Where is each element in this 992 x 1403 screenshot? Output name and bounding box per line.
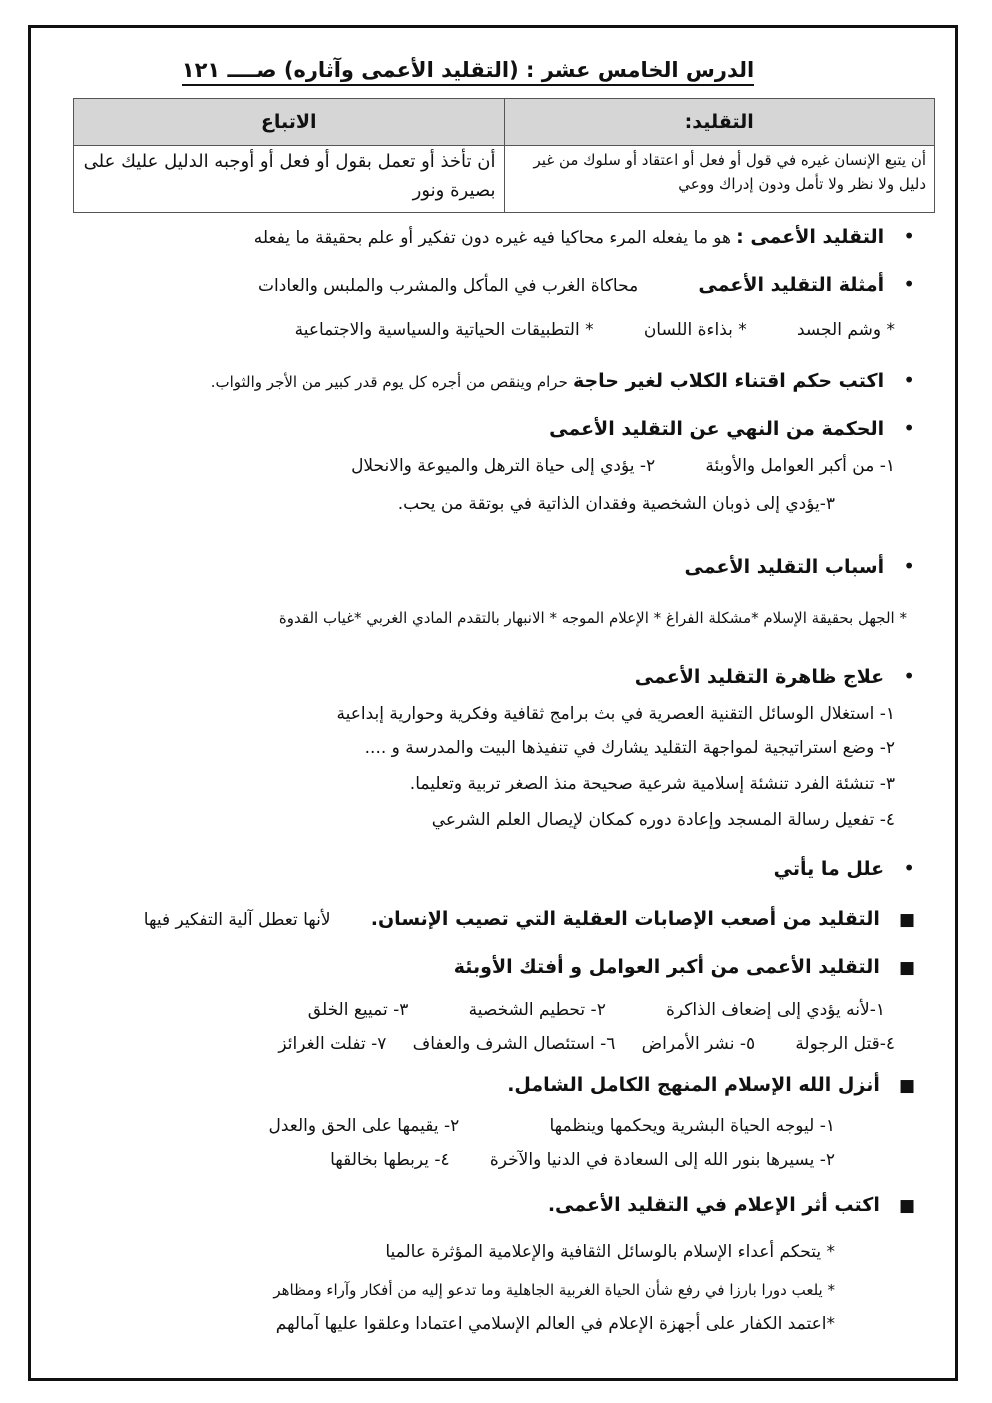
q4-item: * يلعب دورا بارزا في رفع شأن الحياة الغربية الجاهلية وما تدعو إليه من أفكار وآراء ومظاهر: [273, 1281, 835, 1299]
q2-items-line1: [61, 1000, 885, 1020]
taqlid-definition: أن يتبع الإنسان غيره في قول أو فعل أو اعتقاد أو سلوك من غير دليل ولا نظر ولا تأمل ودون إدراك ووعي: [504, 146, 935, 213]
q2-item: ٣- تمييع الخلق: [307, 1000, 409, 1020]
q3-item: ١- ليوجه الحياة البشرية ويحكمها وينظمها: [549, 1116, 835, 1136]
definition-row: [61, 224, 915, 248]
worksheet-content: [31, 28, 955, 1378]
treatment-row: [61, 664, 915, 688]
q2-item: ٦- استئصال الشرف والعفاف: [412, 1034, 616, 1054]
q3-items-line2: [61, 1150, 835, 1170]
example-item: * بذاءة اللسان: [643, 320, 747, 340]
explain-q4: [61, 1194, 915, 1216]
treatment-item: ٣- تنشئة الفرد تنشئة إسلامية شرعية صحيحة منذ الصغر تربية وتعليما.: [409, 774, 895, 794]
q3-label: أنزل الله الإسلام المنهج الكامل الشامل.: [507, 1074, 880, 1096]
examples-label: أمثلة التقليد الأعمى: [698, 274, 885, 296]
dogs-text: حرام وينقص من أجره كل يوم قدر كبير من الأجر والثواب.: [210, 373, 568, 391]
dogs-label: اكتب حكم اقتناء الكلاب لغير حاجة: [572, 370, 885, 392]
taqlid-header: التقليد:: [504, 99, 935, 146]
explain-q3: [61, 1074, 915, 1096]
definition-label: التقليد الأعمى :: [736, 226, 885, 248]
q4-item: * يتحكم أعداء الإسلام بالوسائل الثقافية والإعلامية المؤثرة عالميا: [385, 1242, 835, 1262]
q3-item: ٢- يقيمها على الحق والعدل: [268, 1116, 460, 1136]
wisdom-items-line2: [61, 494, 835, 514]
q2-label: التقليد الأعمى من أكبر العوامل و أفتك الأوبئة: [453, 956, 880, 978]
q1-label: التقليد من أصعب الإصابات العقلية التي تصيب الإنسان.: [370, 908, 880, 930]
example-item: * التطبيقات الحياتية والسياسية والاجتماعية: [294, 320, 594, 340]
examples-row: [61, 272, 915, 296]
q3-item: ٢- يسيرها بنور الله إلى السعادة في الدنيا والآخرة: [489, 1150, 835, 1170]
wisdom-item: ١- من أكبر العوامل والأوبئة: [705, 456, 895, 476]
wisdom-item: ٣-يؤدي إلى ذوبان الشخصية وفقدان الذاتية في بوتقة من يحب.: [397, 494, 835, 514]
q3-item: ٤- يربطها بخالقها: [330, 1150, 450, 1170]
examples-items: [61, 320, 895, 340]
causes-text-row: [61, 608, 907, 627]
causes-text: * الجهل بحقيقة الإسلام *مشكلة الفراغ * الإعلام الموجه * الانبهار بالتقدم المادي الغربي *غياب القدوة: [278, 609, 907, 627]
dogs-row: [61, 368, 915, 392]
q3-items-line1: [61, 1116, 835, 1136]
explain-q2: [61, 956, 915, 978]
wisdom-label: الحكمة من النهي عن التقليد الأعمى: [549, 418, 885, 440]
treatment-item: ٢- وضع استراتيجية لمواجهة التقليد يشارك في تنفيذها البيت والمدرسة و ....: [364, 738, 895, 758]
wisdom-item: ٢- يؤدي إلى حياة الترهل والميوعة والانحلال: [351, 456, 656, 476]
q2-item: ٤-قتل الرجولة: [795, 1034, 895, 1054]
q4-item: *اعتمد الكفار على أجهزة الإعلام في العالم الإسلامي اعتمادا وعلقوا عليها آمالهم: [275, 1314, 835, 1334]
explain-q1: [61, 908, 915, 930]
wisdom-row: [61, 416, 915, 440]
definitions-table: [73, 98, 935, 213]
q4-label: اكتب أثر الإعلام في التقليد الأعمى.: [547, 1194, 880, 1216]
q2-item: ١-لأنه يؤدي إلى إضعاف الذاكرة: [666, 1000, 885, 1020]
worksheet-page: [28, 25, 958, 1381]
ittiba-header: الاتباع: [74, 99, 505, 146]
causes-label: أسباب التقليد الأعمى: [684, 556, 885, 578]
q1-answer: لأنها تعطل آلية التفكير فيها: [143, 910, 331, 930]
lesson-title: الدرس الخامس عشر : (التقليد الأعمى وآثاره) صــــ ١٢١: [181, 58, 755, 82]
definition-text: هو ما يفعله المرء محاكيا فيه غيره دون تفكير أو علم بحقيقة ما يفعله: [253, 228, 732, 248]
treatment-item: ٤- تفعيل رسالة المسجد وإعادة دوره كمكان لإيصال العلم الشرعي: [431, 810, 895, 830]
wisdom-items-line1: [61, 456, 895, 476]
q2-item: ٧- تفلت الغرائز: [278, 1034, 387, 1054]
explain-label: علل ما يأتي: [773, 858, 885, 880]
treatment-label: علاج ظاهرة التقليد الأعمى: [634, 666, 885, 688]
example-item: * وشم الجسد: [796, 320, 895, 340]
explain-row: [61, 856, 915, 880]
examples-text: محاكاة الغرب في المأكل والمشرب والملبس والعادات: [258, 276, 639, 296]
q2-items-line2: [61, 1034, 895, 1054]
ittiba-definition: أن تأخذ أو تعمل بقول أو فعل أو أوجبه الدليل عليك على بصيرة ونور: [74, 146, 505, 213]
treatment-item: ١- استغلال الوسائل التقنية العصرية في بث برامج ثقافية وفكرية وحوارية إبداعية: [336, 704, 895, 724]
causes-row: [61, 554, 915, 578]
q2-item: ٥- نشر الأمراض: [641, 1034, 756, 1054]
q2-item: ٢- تحطيم الشخصية: [468, 1000, 606, 1020]
